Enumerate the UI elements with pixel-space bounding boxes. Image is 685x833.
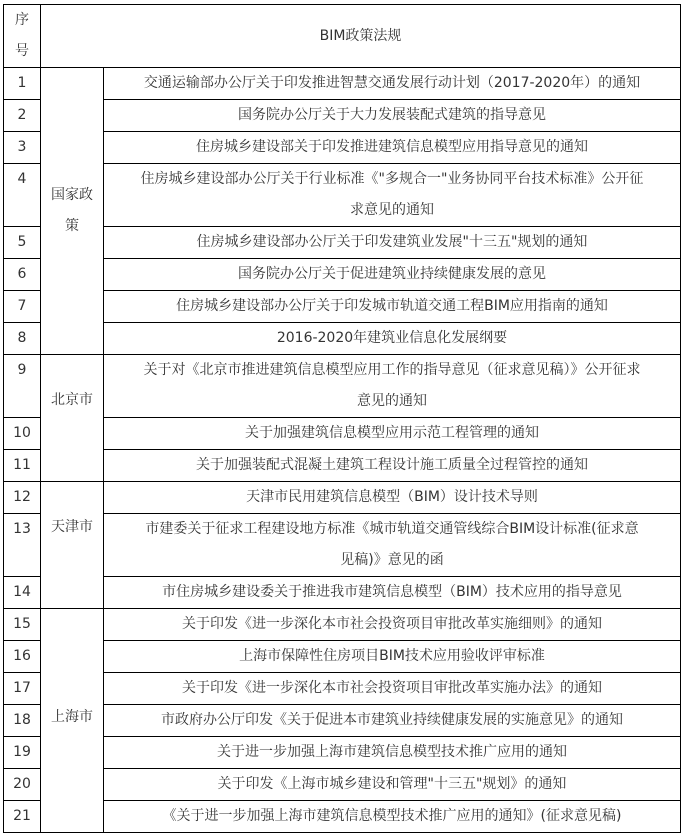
policy-title-line1: 关于对《北京市推进建筑信息模型应用工作的指导意见（征求意见稿）》公开征求 bbox=[143, 362, 641, 378]
policy-title: 关于加强装配式混凝土建筑工程设计施工质量全过程管控的通知 bbox=[104, 450, 681, 482]
policy-title: 天津市民用建筑信息模型（BIM）设计技术导则 bbox=[104, 482, 681, 514]
table-row bbox=[4, 227, 681, 259]
policy-title: 住房城乡建设部办公厅关于印发建筑业发展"十三五"规划的通知 bbox=[104, 227, 681, 259]
row-num: 16 bbox=[4, 641, 41, 673]
bim-policy-table bbox=[3, 4, 681, 833]
row-num: 6 bbox=[4, 259, 41, 291]
policy-title: 国务院办公厅关于大力发展装配式建筑的指导意见 bbox=[104, 100, 681, 132]
table-row bbox=[4, 450, 681, 482]
table-row bbox=[4, 482, 681, 514]
policy-title: 关于进一步加强上海市建筑信息模型技术推广应用的通知 bbox=[104, 737, 681, 769]
policy-title: 住房城乡建设部办公厅关于印发城市轨道交通工程BIM应用指南的通知 bbox=[104, 291, 681, 323]
region-cell-beijing: 北京市 bbox=[41, 355, 104, 482]
policy-title-line1: 住房城乡建设部办公厅关于行业标准《"多规合一"业务协同平台技术标准》公开征 bbox=[140, 171, 644, 187]
policy-title bbox=[104, 355, 681, 418]
table-row bbox=[4, 514, 681, 577]
row-num: 14 bbox=[4, 577, 41, 609]
policy-title: 2016-2020年建筑业信息化发展纲要 bbox=[104, 323, 681, 355]
table-row bbox=[4, 100, 681, 132]
region-line2: 策 bbox=[65, 218, 79, 234]
row-num: 8 bbox=[4, 323, 41, 355]
row-num: 19 bbox=[4, 737, 41, 769]
row-num: 17 bbox=[4, 673, 41, 705]
row-num: 21 bbox=[4, 801, 41, 833]
policy-title bbox=[104, 164, 681, 227]
policy-title-line2: 意见的通知 bbox=[357, 393, 427, 409]
row-num: 11 bbox=[4, 450, 41, 482]
table-row bbox=[4, 259, 681, 291]
table-row bbox=[4, 323, 681, 355]
row-num: 9 bbox=[4, 355, 41, 418]
policy-title-line2: 见稿)》意见的函 bbox=[340, 552, 444, 568]
row-num: 18 bbox=[4, 705, 41, 737]
table-row bbox=[4, 355, 681, 418]
row-num: 4 bbox=[4, 164, 41, 227]
header-title-cell: BIM政策法规 bbox=[41, 5, 681, 68]
row-num: 5 bbox=[4, 227, 41, 259]
header-num-line1: 序 bbox=[15, 12, 29, 28]
policy-title: 国务院办公厅关于促进建筑业持续健康发展的意见 bbox=[104, 259, 681, 291]
policy-title: 《关于进一步加强上海市建筑信息模型技术推广应用的通知》(征求意见稿) bbox=[104, 801, 681, 833]
table-header-row bbox=[4, 5, 681, 68]
table-row bbox=[4, 641, 681, 673]
row-num: 15 bbox=[4, 609, 41, 641]
table-row bbox=[4, 769, 681, 801]
table-row bbox=[4, 801, 681, 833]
policy-title: 上海市保障性住房项目BIM技术应用验收评审标准 bbox=[104, 641, 681, 673]
row-num: 13 bbox=[4, 514, 41, 577]
policy-title: 关于印发《进一步深化本市社会投资项目审批改革实施细则》的通知 bbox=[104, 609, 681, 641]
row-num: 20 bbox=[4, 769, 41, 801]
policy-title-line2: 求意见的通知 bbox=[350, 202, 434, 218]
region-cell-national bbox=[41, 68, 104, 355]
header-num-cell bbox=[4, 5, 41, 68]
table-row bbox=[4, 673, 681, 705]
row-num: 3 bbox=[4, 132, 41, 164]
table-row bbox=[4, 577, 681, 609]
header-num-line2: 号 bbox=[15, 43, 29, 59]
policy-title: 住房城乡建设部关于印发推进建筑信息模型应用指导意见的通知 bbox=[104, 132, 681, 164]
row-num: 12 bbox=[4, 482, 41, 514]
table-row bbox=[4, 291, 681, 323]
policy-title: 关于加强建筑信息模型应用示范工程管理的通知 bbox=[104, 418, 681, 450]
table-row bbox=[4, 609, 681, 641]
policy-title: 市住房城乡建设委关于推进我市建筑信息模型（BIM）技术应用的指导意见 bbox=[104, 577, 681, 609]
table-row bbox=[4, 418, 681, 450]
policy-title bbox=[104, 514, 681, 577]
table-row bbox=[4, 705, 681, 737]
table-row bbox=[4, 132, 681, 164]
row-num: 10 bbox=[4, 418, 41, 450]
row-num: 7 bbox=[4, 291, 41, 323]
region-cell-shanghai: 上海市 bbox=[41, 609, 104, 833]
policy-title: 关于印发《上海市城乡建设和管理"十三五"规划》的通知 bbox=[104, 769, 681, 801]
policy-title: 交通运输部办公厅关于印发推进智慧交通发展行动计划（2017-2020年）的通知 bbox=[104, 68, 681, 100]
policy-title-line1: 市建委关于征求工程建设地方标准《城市轨道交通管线综合BIM设计标准(征求意 bbox=[145, 521, 639, 537]
table-row bbox=[4, 164, 681, 227]
policy-title: 市政府办公厅印发《关于促进本市建筑业持续健康发展的实施意见》的通知 bbox=[104, 705, 681, 737]
region-line1: 国家政 bbox=[51, 187, 93, 203]
table-row bbox=[4, 68, 681, 100]
policy-title: 关于印发《进一步深化本市社会投资项目审批改革实施办法》的通知 bbox=[104, 673, 681, 705]
table-row bbox=[4, 737, 681, 769]
region-cell-tianjin: 天津市 bbox=[41, 482, 104, 609]
row-num: 2 bbox=[4, 100, 41, 132]
row-num: 1 bbox=[4, 68, 41, 100]
